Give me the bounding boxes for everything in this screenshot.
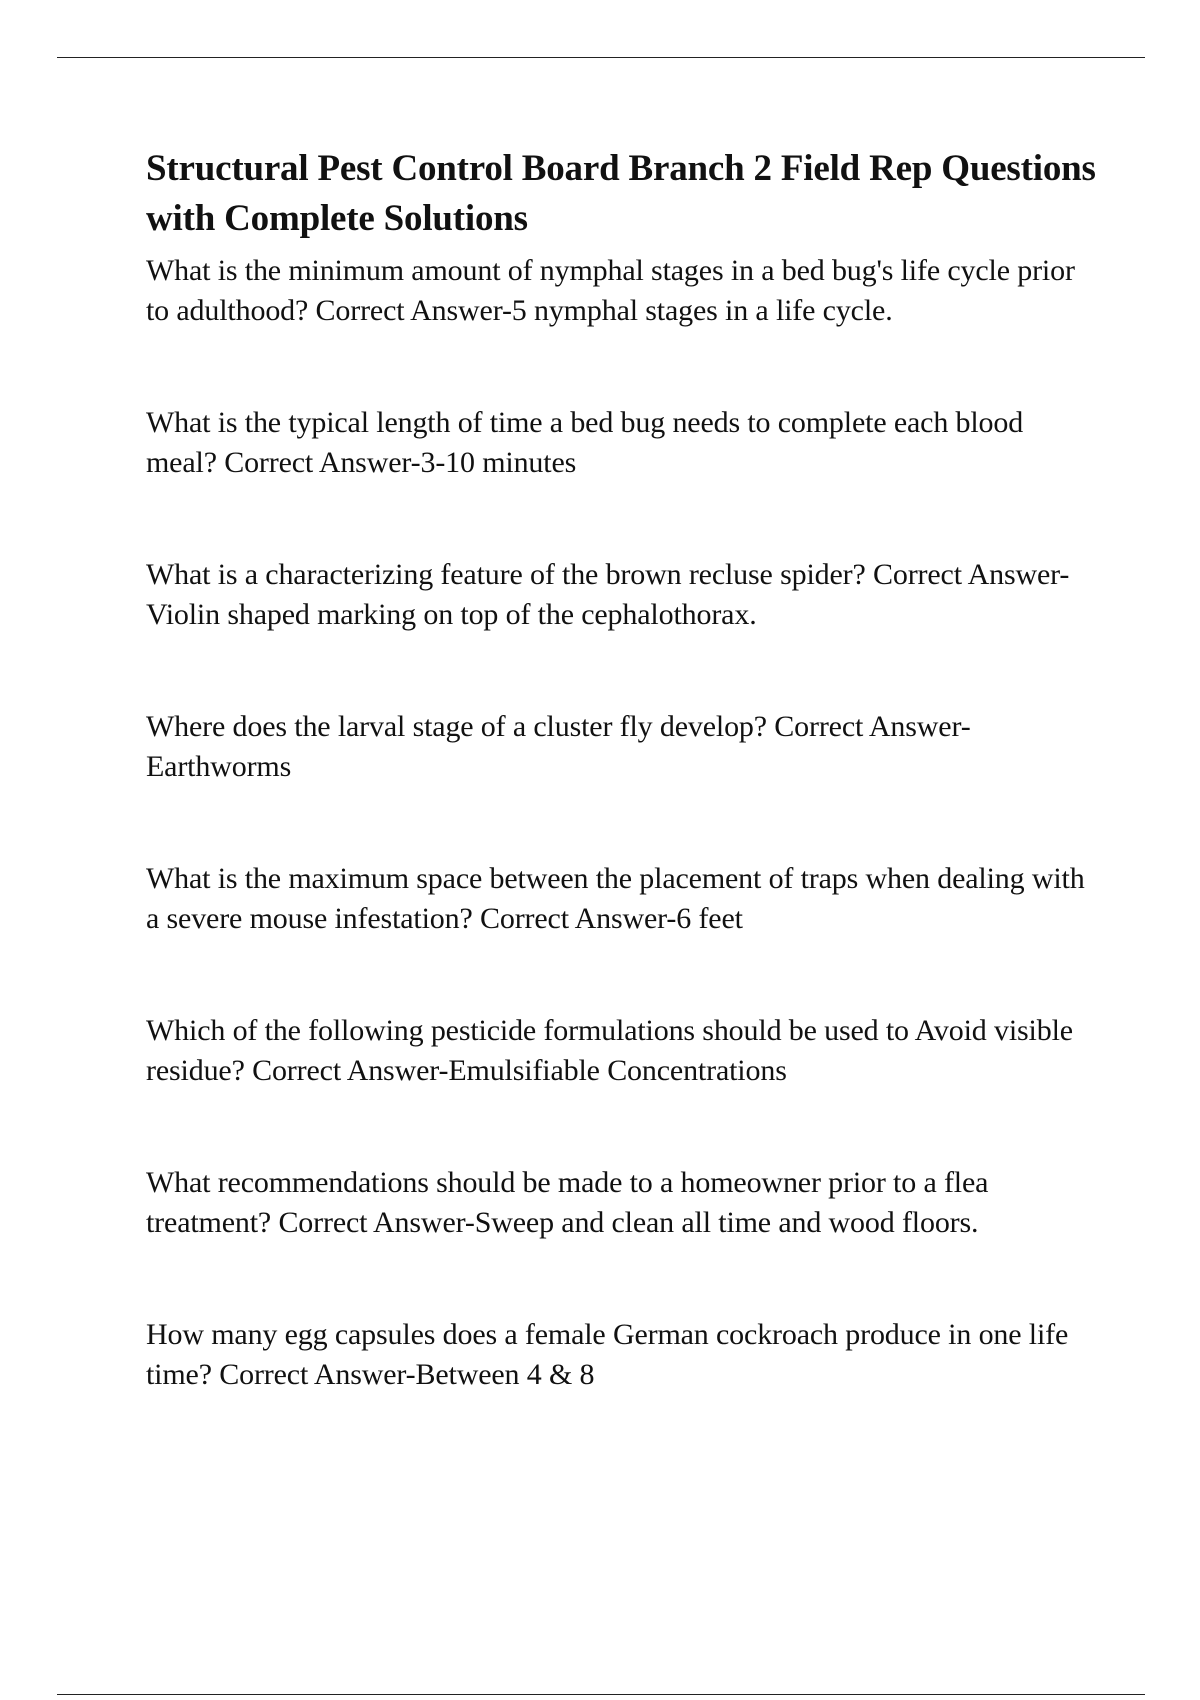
header-rule [57, 57, 1145, 58]
qa-item: Where does the larval stage of a cluster fly develop? Correct Answer-Earthworms [146, 710, 971, 783]
page-title: Structural Pest Control Board Branch 2 Field Rep Questions with Complete Solutions [146, 148, 1096, 239]
qa-item: What is the minimum amount of nymphal stages in a bed bug's life cycle prior to adulthood? Correct Answer-5 nymphal stages in a life cycle. [146, 254, 1075, 327]
qa-item: What recommendations should be made to a homeowner prior to a flea treatment? Correct Answer-Sweep and clean all time and wood floors. [146, 1166, 989, 1239]
footer-rule [57, 1694, 1145, 1695]
qa-item: Which of the following pesticide formulations should be used to Avoid visible residue? Correct Answer-Emulsifiable Concentrations [146, 1014, 1073, 1087]
document-body [146, 144, 1096, 1395]
qa-item: What is the typical length of time a bed bug needs to complete each blood meal? Correct Answer-3-10 minutes [146, 406, 1024, 479]
qa-item: How many egg capsules does a female German cockroach produce in one life time? Correct Answer-Between 4 & 8 [146, 1318, 1069, 1391]
qa-item: What is a characterizing feature of the brown recluse spider? Correct Answer-Violin shaped marking on top of the cephalothorax. [146, 558, 1070, 631]
qa-item: What is the maximum space between the placement of traps when dealing with a severe mouse infestation? Correct Answer-6 feet [146, 862, 1085, 935]
